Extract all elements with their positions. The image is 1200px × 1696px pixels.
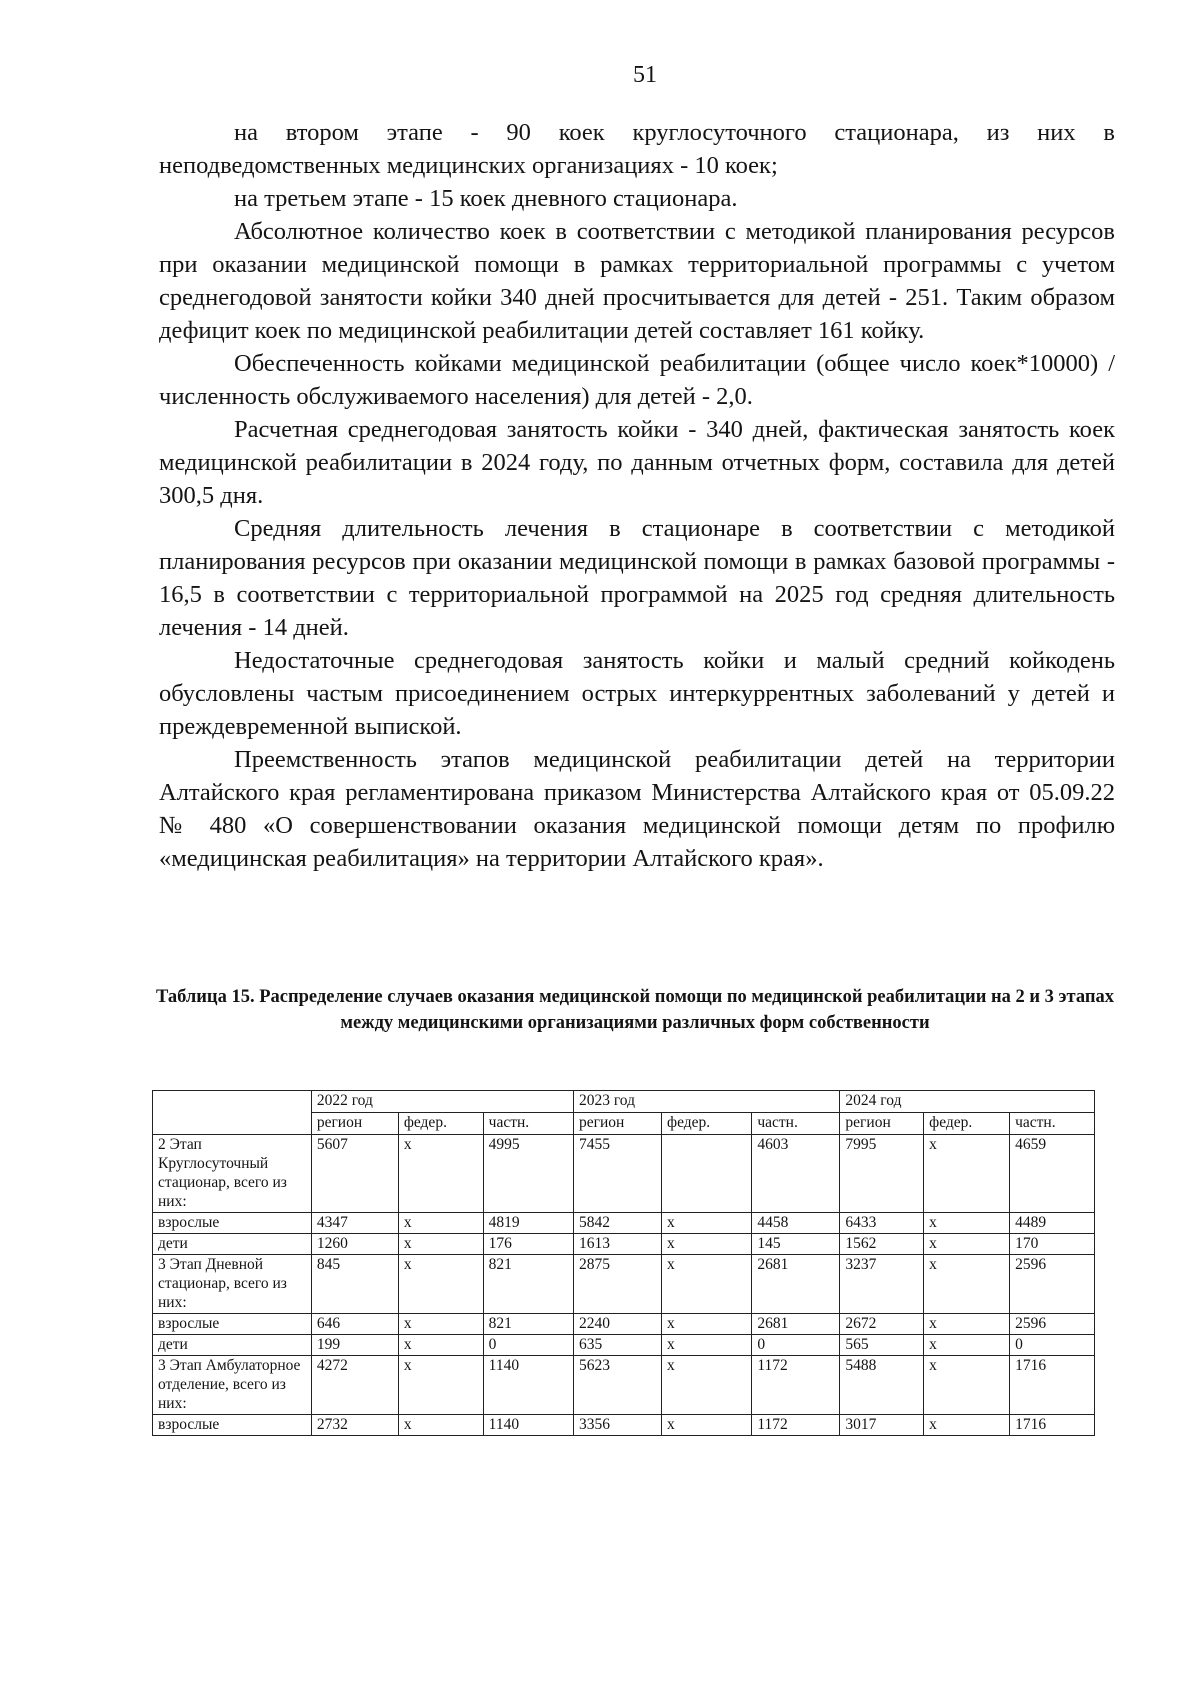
subcolumn-header: регион: [573, 1113, 661, 1135]
row-label: дети: [153, 1335, 312, 1356]
table-row: [153, 1255, 1095, 1314]
paragraph: на втором этапе - 90 коек круглосуточного стационара, из них в неподведомственных медицинских организациях - 10 коек;: [159, 119, 1115, 179]
table-cell: 145: [752, 1234, 840, 1255]
table-cell: 2681: [752, 1314, 840, 1335]
table-cell: 7455: [573, 1135, 661, 1213]
row-label: 2 Этап Круглосуточный стационар, всего из них:: [153, 1135, 312, 1213]
table-cell: 4272: [311, 1356, 398, 1415]
table-cell: 1260: [311, 1234, 398, 1255]
table-cell: 5607: [311, 1135, 398, 1213]
table-cell: 176: [483, 1234, 573, 1255]
table-cell: х: [662, 1415, 752, 1436]
table-cell: 2596: [1010, 1314, 1095, 1335]
table-row: [153, 1335, 1095, 1356]
table-row: [153, 1234, 1095, 1255]
table-cell: х: [924, 1135, 1010, 1213]
table-cell: 4489: [1010, 1213, 1095, 1234]
table-cell: 5488: [840, 1356, 924, 1415]
year-header: 2023 год: [573, 1091, 839, 1113]
table-cell: 199: [311, 1335, 398, 1356]
data-table: [152, 1090, 1095, 1436]
year-header: 2022 год: [311, 1091, 573, 1113]
table-cell: 2672: [840, 1314, 924, 1335]
row-label: взрослые: [153, 1415, 312, 1436]
paragraph: Средняя длительность лечения в стационаре в соответствии с методикой планирования ресурсов при оказании медицинской помощи в рамках базовой программы - 16,5 в соответствии с территориальной программой на 2025 год средняя длительность лечения - 14 дней.: [159, 515, 1115, 641]
table-cell: 4995: [483, 1135, 573, 1213]
table-cell: х: [398, 1213, 483, 1234]
subcolumn-header: федер.: [398, 1113, 483, 1135]
table-cell: х: [924, 1234, 1010, 1255]
table-cell: 821: [483, 1255, 573, 1314]
table-cell: 0: [752, 1335, 840, 1356]
table-cell: 1716: [1010, 1356, 1095, 1415]
table-cell: 6433: [840, 1213, 924, 1234]
table-cell: х: [662, 1314, 752, 1335]
table-cell: [662, 1135, 752, 1213]
table-row: [153, 1314, 1095, 1335]
table-cell: 3237: [840, 1255, 924, 1314]
table-cell: 5623: [573, 1356, 661, 1415]
subcolumn-header: частн.: [483, 1113, 573, 1135]
table-cell: 1562: [840, 1234, 924, 1255]
table-cell: 2596: [1010, 1255, 1095, 1314]
table-cell: х: [398, 1255, 483, 1314]
table-cell: х: [924, 1356, 1010, 1415]
table-cell: 4347: [311, 1213, 398, 1234]
table-cell: 5842: [573, 1213, 661, 1234]
table-cell: 565: [840, 1335, 924, 1356]
table-cell: х: [662, 1213, 752, 1234]
table-cell: 4603: [752, 1135, 840, 1213]
table-cell: 2732: [311, 1415, 398, 1436]
table-corner-cell: [153, 1091, 312, 1135]
table-cell: 3356: [573, 1415, 661, 1436]
subcolumn-header: федер.: [662, 1113, 752, 1135]
table-cell: х: [662, 1335, 752, 1356]
table-cell: 170: [1010, 1234, 1095, 1255]
table-cell: х: [398, 1335, 483, 1356]
subcolumn-header: федер.: [924, 1113, 1010, 1135]
subcolumn-header: регион: [840, 1113, 924, 1135]
table-cell: 0: [1010, 1335, 1095, 1356]
subcolumn-header: частн.: [1010, 1113, 1095, 1135]
table-cell: х: [924, 1415, 1010, 1436]
page-number: 51: [633, 62, 657, 88]
table-cell: 821: [483, 1314, 573, 1335]
table-cell: 1140: [483, 1415, 573, 1436]
table-row: [153, 1213, 1095, 1234]
row-label: 3 Этап Дневной стационар, всего из них:: [153, 1255, 312, 1314]
body-text: [159, 116, 1115, 875]
table-cell: 1613: [573, 1234, 661, 1255]
table-cell: 646: [311, 1314, 398, 1335]
row-label: взрослые: [153, 1314, 312, 1335]
table-cell: 2240: [573, 1314, 661, 1335]
table-cell: х: [398, 1356, 483, 1415]
paragraph: Преемственность этапов медицинской реабилитации детей на территории Алтайского края регламентирована приказом Министерства Алтайского края от 05.09.22 № 480 «О совершенствовании оказания медицинской помощи детям по профилю «медицинская реабилитация» на территории Алтайского края».: [159, 746, 1115, 872]
table-cell: х: [398, 1135, 483, 1213]
paragraph: на третьем этапе - 15 коек дневного стационара.: [234, 185, 738, 212]
table-row: [153, 1135, 1095, 1213]
subcolumn-header: частн.: [752, 1113, 840, 1135]
table-cell: 2681: [752, 1255, 840, 1314]
paragraph: Абсолютное количество коек в соответствии с методикой планирования ресурсов при оказании медицинской помощи в рамках территориальной программы с учетом среднегодовой занятости койки 340 дней просчитывается для детей - 251. Таким образом дефицит коек по медицинской реабилитации детей составляет 161 койку.: [159, 218, 1115, 344]
table-cell: х: [398, 1314, 483, 1335]
table-cell: х: [398, 1234, 483, 1255]
table-row: [153, 1415, 1095, 1436]
paragraph: Расчетная среднегодовая занятость койки - 340 дней, фактическая занятость коек медицинской реабилитации в 2024 году, по данным отчетных форм, составила для детей 300,5 дня.: [159, 416, 1115, 509]
table-cell: х: [924, 1314, 1010, 1335]
table-cell: 845: [311, 1255, 398, 1314]
table-cell: 1172: [752, 1356, 840, 1415]
table-cell: 3017: [840, 1415, 924, 1436]
table-cell: 7995: [840, 1135, 924, 1213]
table-cell: 2875: [573, 1255, 661, 1314]
table-cell: 1716: [1010, 1415, 1095, 1436]
row-label: взрослые: [153, 1213, 312, 1234]
table-row: [153, 1356, 1095, 1415]
table-body: [153, 1135, 1095, 1436]
table-cell: 4458: [752, 1213, 840, 1234]
table-cell: х: [662, 1234, 752, 1255]
table-cell: х: [924, 1255, 1010, 1314]
table-cell: х: [398, 1415, 483, 1436]
table-header-years: [153, 1091, 1095, 1113]
table-caption: Таблица 15. Распределение случаев оказания медицинской помощи по медицинской реабилитации на 2 и 3 этапах между медицинскими организациями различных форм собственности: [155, 987, 1115, 1033]
table-cell: х: [662, 1356, 752, 1415]
table-cell: х: [662, 1255, 752, 1314]
row-label: 3 Этап Амбулаторное отделение, всего из них:: [153, 1356, 312, 1415]
table-cell: х: [924, 1213, 1010, 1234]
year-header: 2024 год: [840, 1091, 1095, 1113]
table-cell: 1140: [483, 1356, 573, 1415]
row-label: дети: [153, 1234, 312, 1255]
table-cell: 635: [573, 1335, 661, 1356]
table-cell: 4659: [1010, 1135, 1095, 1213]
paragraph: Обеспеченность койками медицинской реабилитации (общее число коек*10000) /численность обслуживаемого населения) для детей - 2,0.: [159, 350, 1115, 410]
table-cell: 0: [483, 1335, 573, 1356]
subcolumn-header: регион: [311, 1113, 398, 1135]
paragraph: Недостаточные среднегодовая занятость койки и малый средний койкодень обусловлены частым присоединением острых интеркуррентных заболеваний у детей и преждевременной выпиской.: [159, 647, 1115, 740]
table-cell: 1172: [752, 1415, 840, 1436]
table-cell: 4819: [483, 1213, 573, 1234]
table-cell: х: [924, 1335, 1010, 1356]
